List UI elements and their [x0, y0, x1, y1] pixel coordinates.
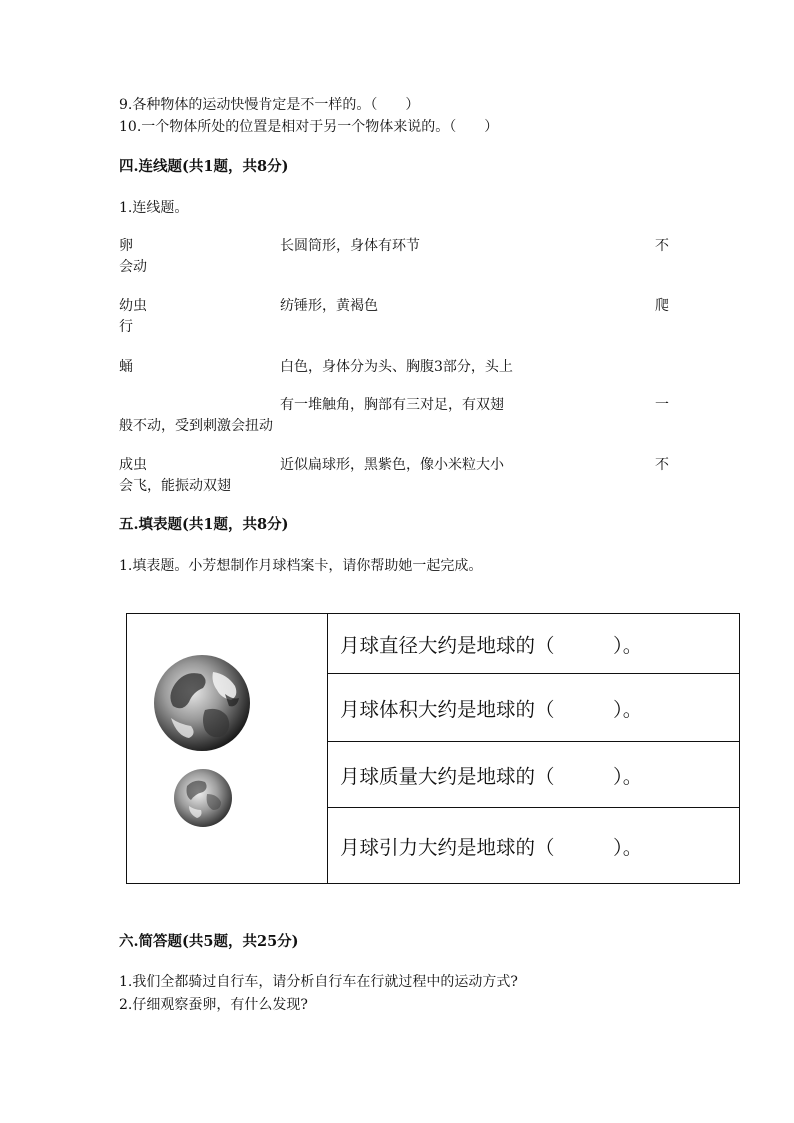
behavior-2a: 爬 [655, 298, 669, 314]
moon-earth-illustration [127, 614, 327, 883]
short-answer-q2: 2.仔细观察蚕卵，有什么发现? [119, 997, 308, 1013]
behavior-4a: 一 [655, 397, 669, 413]
shape-desc-3: 白色，身体分为头、胸腹3部分，头上 [280, 359, 513, 375]
table-row-gravity: 月球引力大约是地球的（ ）。 [340, 835, 643, 859]
table-prompt: 1.填表题。小芳想制作月球档案卡，请你帮助她一起完成。 [119, 558, 483, 574]
behavior-1b: 会动 [119, 259, 147, 275]
table-row-volume: 月球体积大约是地球的（ ）。 [328, 674, 739, 742]
behavior-1a: 不 [655, 238, 669, 254]
planet-image-cell [127, 614, 328, 883]
shape-desc-4: 有一堆触角，胸部有三对足，有双翅 [280, 397, 504, 413]
moon-icon [174, 769, 232, 827]
shape-desc-1: 长圆筒形，身体有环节 [280, 238, 420, 254]
stage-egg: 卵 [119, 238, 133, 254]
behavior-5a: 不 [655, 457, 669, 473]
question-9: 9.各种物体的运动快慢肯定是不一样的。（ ） [119, 97, 420, 113]
section-heading-matching: 四.连线题(共1题，共8分) [119, 158, 289, 175]
shape-desc-5: 近似扁球形，黑紫色，像小米粒大小 [280, 457, 504, 473]
section-heading-table: 五.填表题(共1题，共8分) [119, 516, 289, 533]
stage-pupa: 蛹 [119, 359, 133, 375]
behavior-2b: 行 [119, 319, 133, 335]
question-10: 10.一个物体所处的位置是相对于另一个物体来说的。（ ） [119, 119, 499, 135]
earth-icon [154, 655, 250, 751]
matching-prompt: 1.连线题。 [119, 200, 189, 216]
stage-adult: 成虫 [119, 457, 147, 473]
short-answer-q1: 1.我们全都骑过自行车，请分析自行车在行就过程中的运动方式? [119, 974, 518, 990]
stage-larva: 幼虫 [119, 298, 147, 314]
behavior-5b: 会飞，能振动双翅 [119, 478, 231, 494]
table-row-diameter: 月球直径大约是地球的（ ）。 [328, 614, 739, 674]
behavior-4b: 般不动，受到刺激会扭动 [119, 418, 273, 434]
table-row-mass: 月球质量大约是地球的（ ）。 [328, 742, 739, 808]
section-heading-short-answer: 六.简答题(共5题，共25分) [119, 933, 299, 950]
shape-desc-2: 纺锤形，黄褐色 [280, 298, 378, 314]
moon-profile-table [126, 613, 740, 884]
